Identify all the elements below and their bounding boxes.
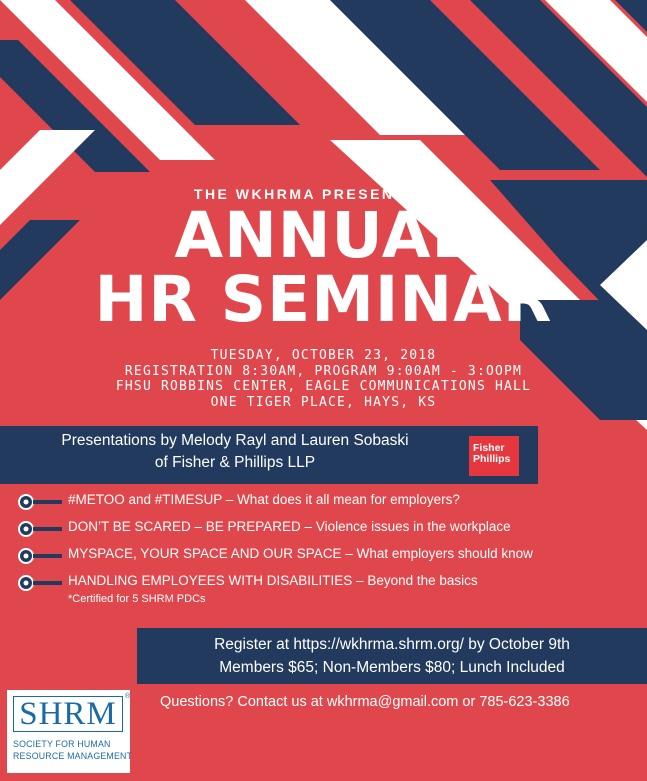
key-bullet-icon bbox=[18, 521, 64, 537]
registration-line1[interactable]: Register at https://wkhrma.shrm.org/ by October 9th bbox=[214, 636, 570, 653]
title-line-annual: ANNUAL bbox=[174, 199, 473, 272]
registration-banner bbox=[137, 628, 647, 684]
title-line-hr-seminar: HR SEMINAR bbox=[94, 263, 553, 336]
event-date: TUESDAY, OCTOBER 23, 2018 bbox=[210, 348, 437, 363]
shrm-logo bbox=[7, 690, 133, 773]
topic-label: MYSPACE, YOUR SPACE AND OUR SPACE – What employers should know bbox=[68, 546, 533, 561]
topic-label: HANDLING EMPLOYEES WITH DISABILITIES – Beyond the basics bbox=[68, 573, 478, 588]
shrm-tagline-line2: RESOURCE MANAGEMENT bbox=[13, 751, 133, 761]
event-times: REGISTRATION 8:30AM, PROGRAM 9:00AM - 3:OOPM bbox=[124, 363, 523, 379]
presenters-line1: Presentations by Melody Rayl and Lauren Sobaski bbox=[61, 432, 409, 449]
key-bullet-icon bbox=[18, 494, 64, 510]
topic-label: #METOO and #TIMESUP – What does it all mean for employers? bbox=[68, 492, 460, 507]
certification-note: *Certified for 5 SHRM PDCs bbox=[68, 593, 206, 605]
event-details bbox=[0, 348, 647, 410]
presenters-banner bbox=[0, 426, 538, 484]
shrm-tagline-line1: SOCIETY FOR HUMAN bbox=[13, 739, 111, 749]
topic-label: DON’T BE SCARED – BE PREPARED – Violence issues in the workplace bbox=[68, 519, 511, 534]
key-bullet-icon bbox=[18, 548, 64, 564]
intro-text: THE WKHRMA PRESENTS ITS bbox=[193, 186, 454, 202]
key-bullet-icon bbox=[18, 575, 64, 591]
registered-mark: ® bbox=[125, 693, 131, 700]
shrm-mark: SHRM bbox=[13, 696, 123, 732]
event-venue: FHSU ROBBINS CENTER, EAGLE COMMUNICATIONS HALL bbox=[115, 379, 532, 394]
presenters-line2: of Fisher & Phillips LLP bbox=[154, 454, 316, 471]
fisher-phillips-logo: Fisher Phillips bbox=[469, 436, 519, 476]
contact-text[interactable]: Questions? Contact us at wkhrma@gmail.com or 785-623-3386 bbox=[160, 694, 570, 710]
registration-line2: Members $65; Non-Members $80; Lunch Included bbox=[219, 659, 565, 676]
event-address: ONE TIGER PLACE, HAYS, KS bbox=[210, 394, 437, 410]
